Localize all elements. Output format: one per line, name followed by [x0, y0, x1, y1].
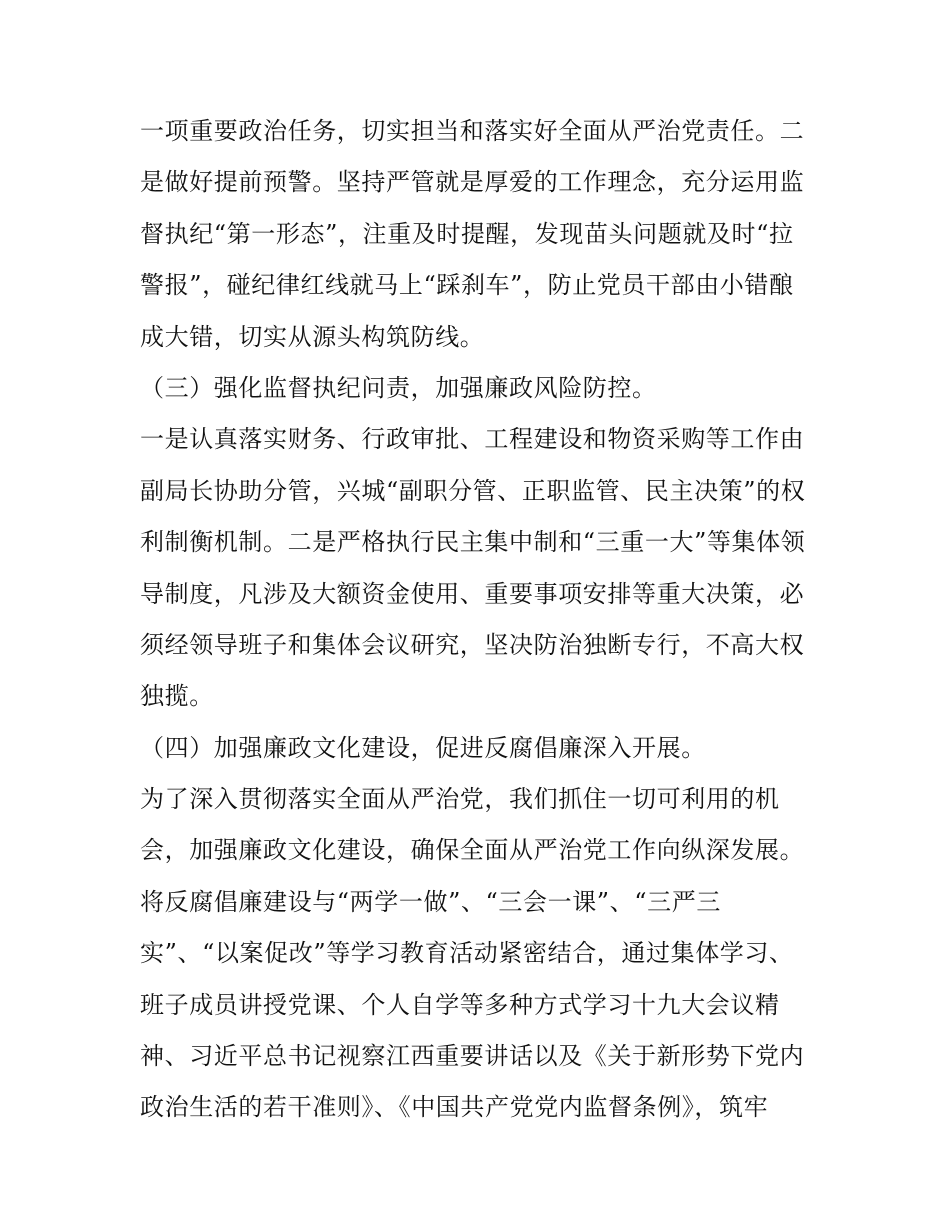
text-line: 将反腐倡廉建设与“两学一做”、“三会一课”、“三严三	[140, 887, 721, 916]
document-body	[140, 106, 820, 1134]
section-heading: （三）强化监督执纪问责，加强廉政风险防控。	[140, 373, 657, 402]
section-heading: （四）加强廉政文化建设，促进反腐倡廉深入开展。	[140, 733, 706, 762]
text-line: 一项重要政治任务，切实担当和落实好全面从严治党责任。二	[140, 117, 805, 145]
text-line: 班子成员讲授党课、个人自学等多种方式学习十九大会议精	[140, 990, 780, 1019]
text-line: 一是认真落实财务、行政审批、工程建设和物资采购等工作由	[140, 425, 805, 454]
text-line: 警报”，碰纪律红线就马上“踩刹车”，防止党员干部由小错酿	[140, 271, 794, 300]
text-line: 须经领导班子和集体会议研究，坚决防治独断专行，不高大权	[140, 630, 805, 659]
text-line: 独揽。	[140, 682, 214, 711]
text-line: 神、习近平总书记视察江西重要讲话以及《关于新形势下党内	[140, 1042, 805, 1071]
text-line: 副局长协助分管，兴城“副职分管、正职监管、民主决策”的权	[140, 476, 806, 505]
text-line: 利制衡机制。二是严格执行民主集中制和“三重一大”等集体领	[140, 528, 806, 557]
text-line: 督执纪“第一形态”，注重及时提醒，发现苗头问题就及时“拉	[140, 219, 794, 248]
text-line: 导制度，凡涉及大额资金使用、重要事项安排等重大决策，必	[140, 579, 805, 608]
text-line: 是做好提前预警。坚持严管就是厚爱的工作理念，充分运用监	[140, 168, 805, 197]
text-line: 成大错，切实从源头构筑防线。	[140, 322, 485, 351]
text-line: 会，加强廉政文化建设，确保全面从严治党工作向纵深发展。	[140, 836, 805, 865]
text-line: 为了深入贯彻落实全面从严治党，我们抓住一切可利用的机	[140, 785, 780, 814]
text-line: 政治生活的若干准则》、《中国共产党党内监督条例》，筑牢	[140, 1093, 769, 1122]
text-line: 实”、“以案促改”等学习教育活动紧密结合，通过集体学习、	[140, 939, 794, 968]
